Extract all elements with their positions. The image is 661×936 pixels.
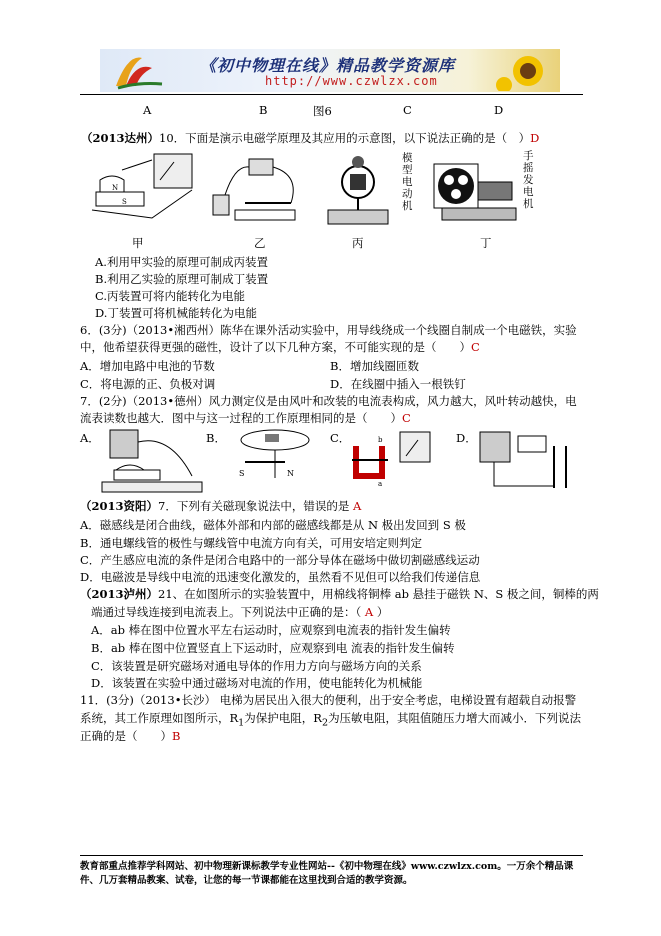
q21-stem-line1: （2013泸州）21、在如图所示的实验装置中，用棉线将铜棒 ab 悬挂于磁铁 N、S 极之间，铜棒的两 <box>80 587 599 601</box>
q6-option-b: B．增加线圈匝数 <box>330 359 419 373</box>
q7b-option-d: D．电磁波是导线中电流的迅速变化激发的，虽然看不见但可以给我们传递信息 <box>80 570 481 584</box>
q7-option-b: B． <box>206 431 226 445</box>
svg-text:S: S <box>239 469 245 478</box>
top-option-d: D <box>494 103 504 117</box>
q7b-option-b: B．通电螺线管的极性与螺线管中电流方向有关，可用安培定则判定 <box>80 536 422 550</box>
q21-option-b: B．ab 棒在图中位置竖直上下运动时，应观察到电 流表的指针发生偏转 <box>91 641 455 655</box>
q7-option-a: A． <box>80 431 100 445</box>
svg-text:S: S <box>122 198 127 206</box>
q10-option-c: C.丙装置可将内能转化为电能 <box>95 289 246 303</box>
logo-icon <box>108 52 168 90</box>
q10-label-yi: 乙 <box>254 236 266 250</box>
top-option-b: B <box>259 103 268 117</box>
q7b-option-a: A．磁感线是闭合曲线，磁体外部和内部的磁感线都是从 N 极出发回到 S 极 <box>80 518 466 532</box>
q11-stem-line2: 系统，其工作原理如图所示，$R_1$为保护电阻，$R_2$为压敏电阻，其阻值随压力增大而减小．下列说法 <box>80 711 582 729</box>
q10-figure-jia <box>82 150 202 232</box>
figure-label: 图6 <box>313 104 332 118</box>
q21-option-c: C．该装置是研究磁场对通电导体的作用力方向与磁场方向的关系 <box>91 659 422 673</box>
q21-option-a: A．ab 棒在图中位置水平左右运动时，应观察到电流表的指针发生偏转 <box>91 623 451 637</box>
sunflower-icon <box>494 51 554 91</box>
header-banner <box>100 49 560 92</box>
q10-option-b: B.利用乙实验的原理可制成丁装置 <box>95 272 269 286</box>
svg-text:a: a <box>378 480 383 488</box>
q7-figure-b <box>225 426 325 486</box>
q6-option-d: D．在线圈中插入一根铁钉 <box>330 377 466 391</box>
q10-text-hand-generator: 手摇发电机 <box>523 150 534 210</box>
q10-label-ding: 丁 <box>480 236 492 250</box>
q7-figure-a <box>100 426 210 496</box>
q11-stem-line3: 正确的是（ ）B <box>80 729 181 743</box>
q7b-option-c: C．产生感应电流的条件是闭合电路中的一部分导体在磁场中做切割磁感线运动 <box>80 553 480 567</box>
q10-label-jia: 甲 <box>132 236 144 250</box>
q10-text-model-motor: 模型电动机 <box>402 152 413 212</box>
q10-figure-yi <box>205 155 305 230</box>
q7b-stem: （2013资阳）7．下列有关磁现象说法中，错误的是 A <box>80 499 362 513</box>
svg-text:N: N <box>287 469 294 478</box>
q6-option-c: C．将电源的正、负极对调 <box>80 377 216 391</box>
footer-rule <box>80 855 583 856</box>
q7-stem-line2: 流表读数也越大．图中与这一过程的工作原理相同的是（ ）C <box>80 411 411 425</box>
q10-label-bing: 丙 <box>352 236 364 250</box>
banner-title: 《初中物理在线》精品教学资源库 <box>200 56 456 75</box>
top-option-c: C <box>403 103 412 117</box>
svg-text:b: b <box>378 436 383 444</box>
q7-figure-d <box>474 426 579 496</box>
q6-stem-line1: 6．(3分)（2013•湘西州）陈华在课外活动实验中，用导线绕成一个线圈自制成一个电磁铁，实验 <box>80 323 577 337</box>
q7-option-c: C． <box>330 431 351 445</box>
footer-text: 教育部重点推荐学科网站、初中物理新课标教学专业性网站--《初中物理在线》www.czwlzx.com。一万余个精品课件、几万套精品教案、试卷，让您的每一节课都能在这里找到合适的教学资源。 <box>80 861 574 886</box>
q7-option-d: D． <box>456 431 477 445</box>
q10-option-d: D.丁装置可将机械能转化为电能 <box>95 306 257 320</box>
q21-stem-line2: 端通过导线连接到电流表上。下列说法中正确的是：（ A ） <box>91 605 389 619</box>
banner-url[interactable]: http://www.czwlzx.com <box>265 74 438 88</box>
q10-figure-ding <box>432 160 522 226</box>
svg-text:N: N <box>112 184 119 192</box>
q11-stem-line1: 11．(3分)（2013•长沙） 电梯为居民出入很大的便利，出于安全考虑，电梯设置有超载自动报警 <box>80 693 577 707</box>
q7-stem-line1: 7．(2分)（2013•德州）风力测定仪是由风叶和改装的电流表构成，风力越大，风叶转动越快，电 <box>80 394 577 408</box>
q10-figure-bing <box>320 152 400 232</box>
q21-option-d: D．该装置在实验中通过磁场对电流的作用，使电能转化为机械能 <box>91 676 423 690</box>
q10-option-a: A.利用甲实验的原理可制成丙装置 <box>95 255 268 269</box>
q10-stem: （2013达州）10．下面是演示电磁学原理及其应用的示意图，以下说法正确的是（ ）D <box>81 131 540 145</box>
q6-stem-line2: 中，他希望获得更强的磁性，设计了以下几种方案，不可能实现的是（ ）C <box>80 340 480 354</box>
q7-figure-c <box>348 426 438 491</box>
top-option-a: A <box>143 103 152 117</box>
q6-option-a: A．增加电路中电池的节数 <box>80 359 215 373</box>
header-rule <box>80 94 583 95</box>
